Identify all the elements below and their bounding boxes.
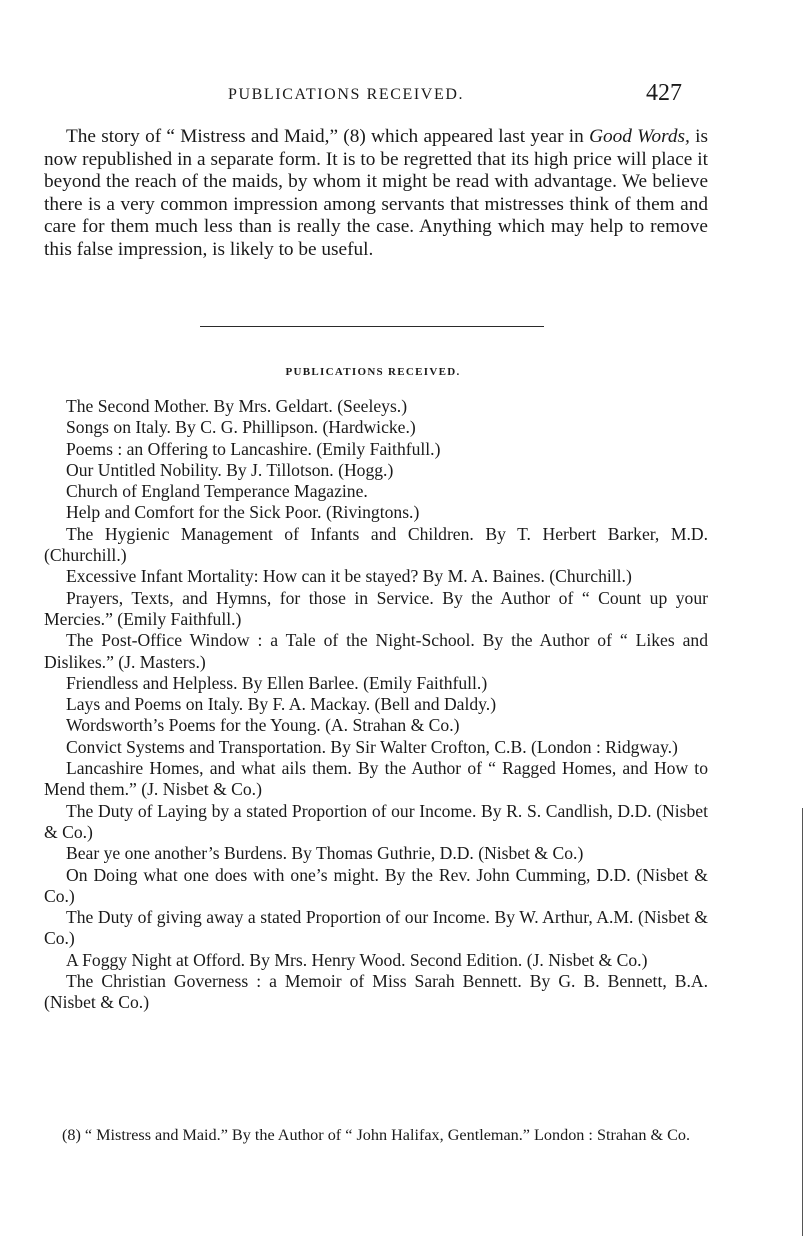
publication-entry: The Second Mother. By Mrs. Geldart. (Seeleys.) <box>66 396 408 416</box>
intro-text-start: The story of “ Mistress and Maid,” (8) which appeared last year in <box>66 126 590 147</box>
running-header <box>0 80 805 110</box>
publication-entry: Help and Comfort for the Sick Poor. (Rivingtons.) <box>66 502 420 523</box>
publication-entry: The Duty of giving away a stated Proportion of our Income. By W. Arthur, A.M. (Nisbet & Co.) <box>44 907 708 949</box>
publication-entry: Prayers, Texts, and Hymns, for those in Service. By the Author of “ Count up your Mercies.” (Emily Faithfull.) <box>44 587 708 629</box>
footnote: (8) “ Mistress and Maid.” By the Author of “ John Halifax, Gentleman.” London : Strahan & Co. <box>62 1126 691 1144</box>
publication-entry: A Foggy Night at Offord. By Mrs. Henry Wood. Second Edition. (J. Nisbet & Co.) <box>66 949 648 970</box>
publication-entry: The Hygienic Management of Infants and Children. By T. Herbert Barker, M.D. (Churchill.) <box>44 523 708 566</box>
publication-entry: Church of England Temperance Magazine. <box>66 481 368 502</box>
publication-entry: Songs on Italy. By C. G. Phillipson. (Hardwicke.) <box>66 417 416 438</box>
publication-entry: The Post-Office Window : a Tale of the Night-School. By the Author of “ Likes and Dislikes.” (J. Masters.) <box>44 630 708 672</box>
publication-entry: Lays and Poems on Italy. By F. A. Mackay. (Bell and Daldy.) <box>66 694 497 715</box>
publication-entry: Our Untitled Nobility. By J. Tillotson. (Hogg.) <box>66 459 394 480</box>
intro-text-end: is now republished in a separate form. It is to be regretted that its high price will place it beyond the reach of the maids, by whom it might be read with advantage. We believe there is a very common impression among servants that mistresses think of them and care for them much less than is really the case. Anything which may help to remove this false impression, is likely to be useful. <box>44 126 709 260</box>
publication-entry: The Christian Governess : a Memoir of Miss Sarah Bennett. By G. B. Bennett, B.A. (Nisbet & Co.) <box>44 971 708 1013</box>
publication-entry: Poems : an Offering to Lancashire. (Emily Faithfull.) <box>66 438 441 459</box>
intro-magazine-title: Good Words, <box>589 126 690 147</box>
section-divider <box>200 326 544 327</box>
publication-entry: On Doing what one does with one’s might. By the Rev. John Cumming, D.D. (Nisbet & Co.) <box>44 864 708 906</box>
publication-entry: Wordsworth’s Poems for the Young. (A. Strahan & Co.) <box>66 715 460 736</box>
publication-entry: Friendless and Helpless. By Ellen Barlee. (Emily Faithfull.) <box>66 672 488 693</box>
publication-entry: Excessive Infant Mortality: How can it be stayed? By M. A. Baines. (Churchill.) <box>66 566 632 587</box>
running-title: PUBLICATIONS RECEIVED. <box>228 86 465 103</box>
page-number: 427 <box>646 80 682 106</box>
publications-list <box>44 396 708 1014</box>
publication-entry: The Duty of Laying by a stated Proportion of our Income. By R. S. Candlish, D.D. (Nisbet & Co.) <box>44 800 708 842</box>
section-heading: PUBLICATIONS RECEIVED. <box>285 366 461 378</box>
intro-paragraph <box>44 126 708 262</box>
page-edge-line <box>802 808 803 1236</box>
publication-entry: Bear ye one another’s Burdens. By Thomas Guthrie, D.D. (Nisbet & Co.) <box>66 843 584 864</box>
publication-entry: Lancashire Homes, and what ails them. By the Author of “ Ragged Homes, and How to Mend them.” (J. Nisbet & Co.) <box>44 758 708 800</box>
publication-entry: Convict Systems and Transportation. By Sir Walter Crofton, C.B. (London : Ridgway.) <box>66 736 678 757</box>
